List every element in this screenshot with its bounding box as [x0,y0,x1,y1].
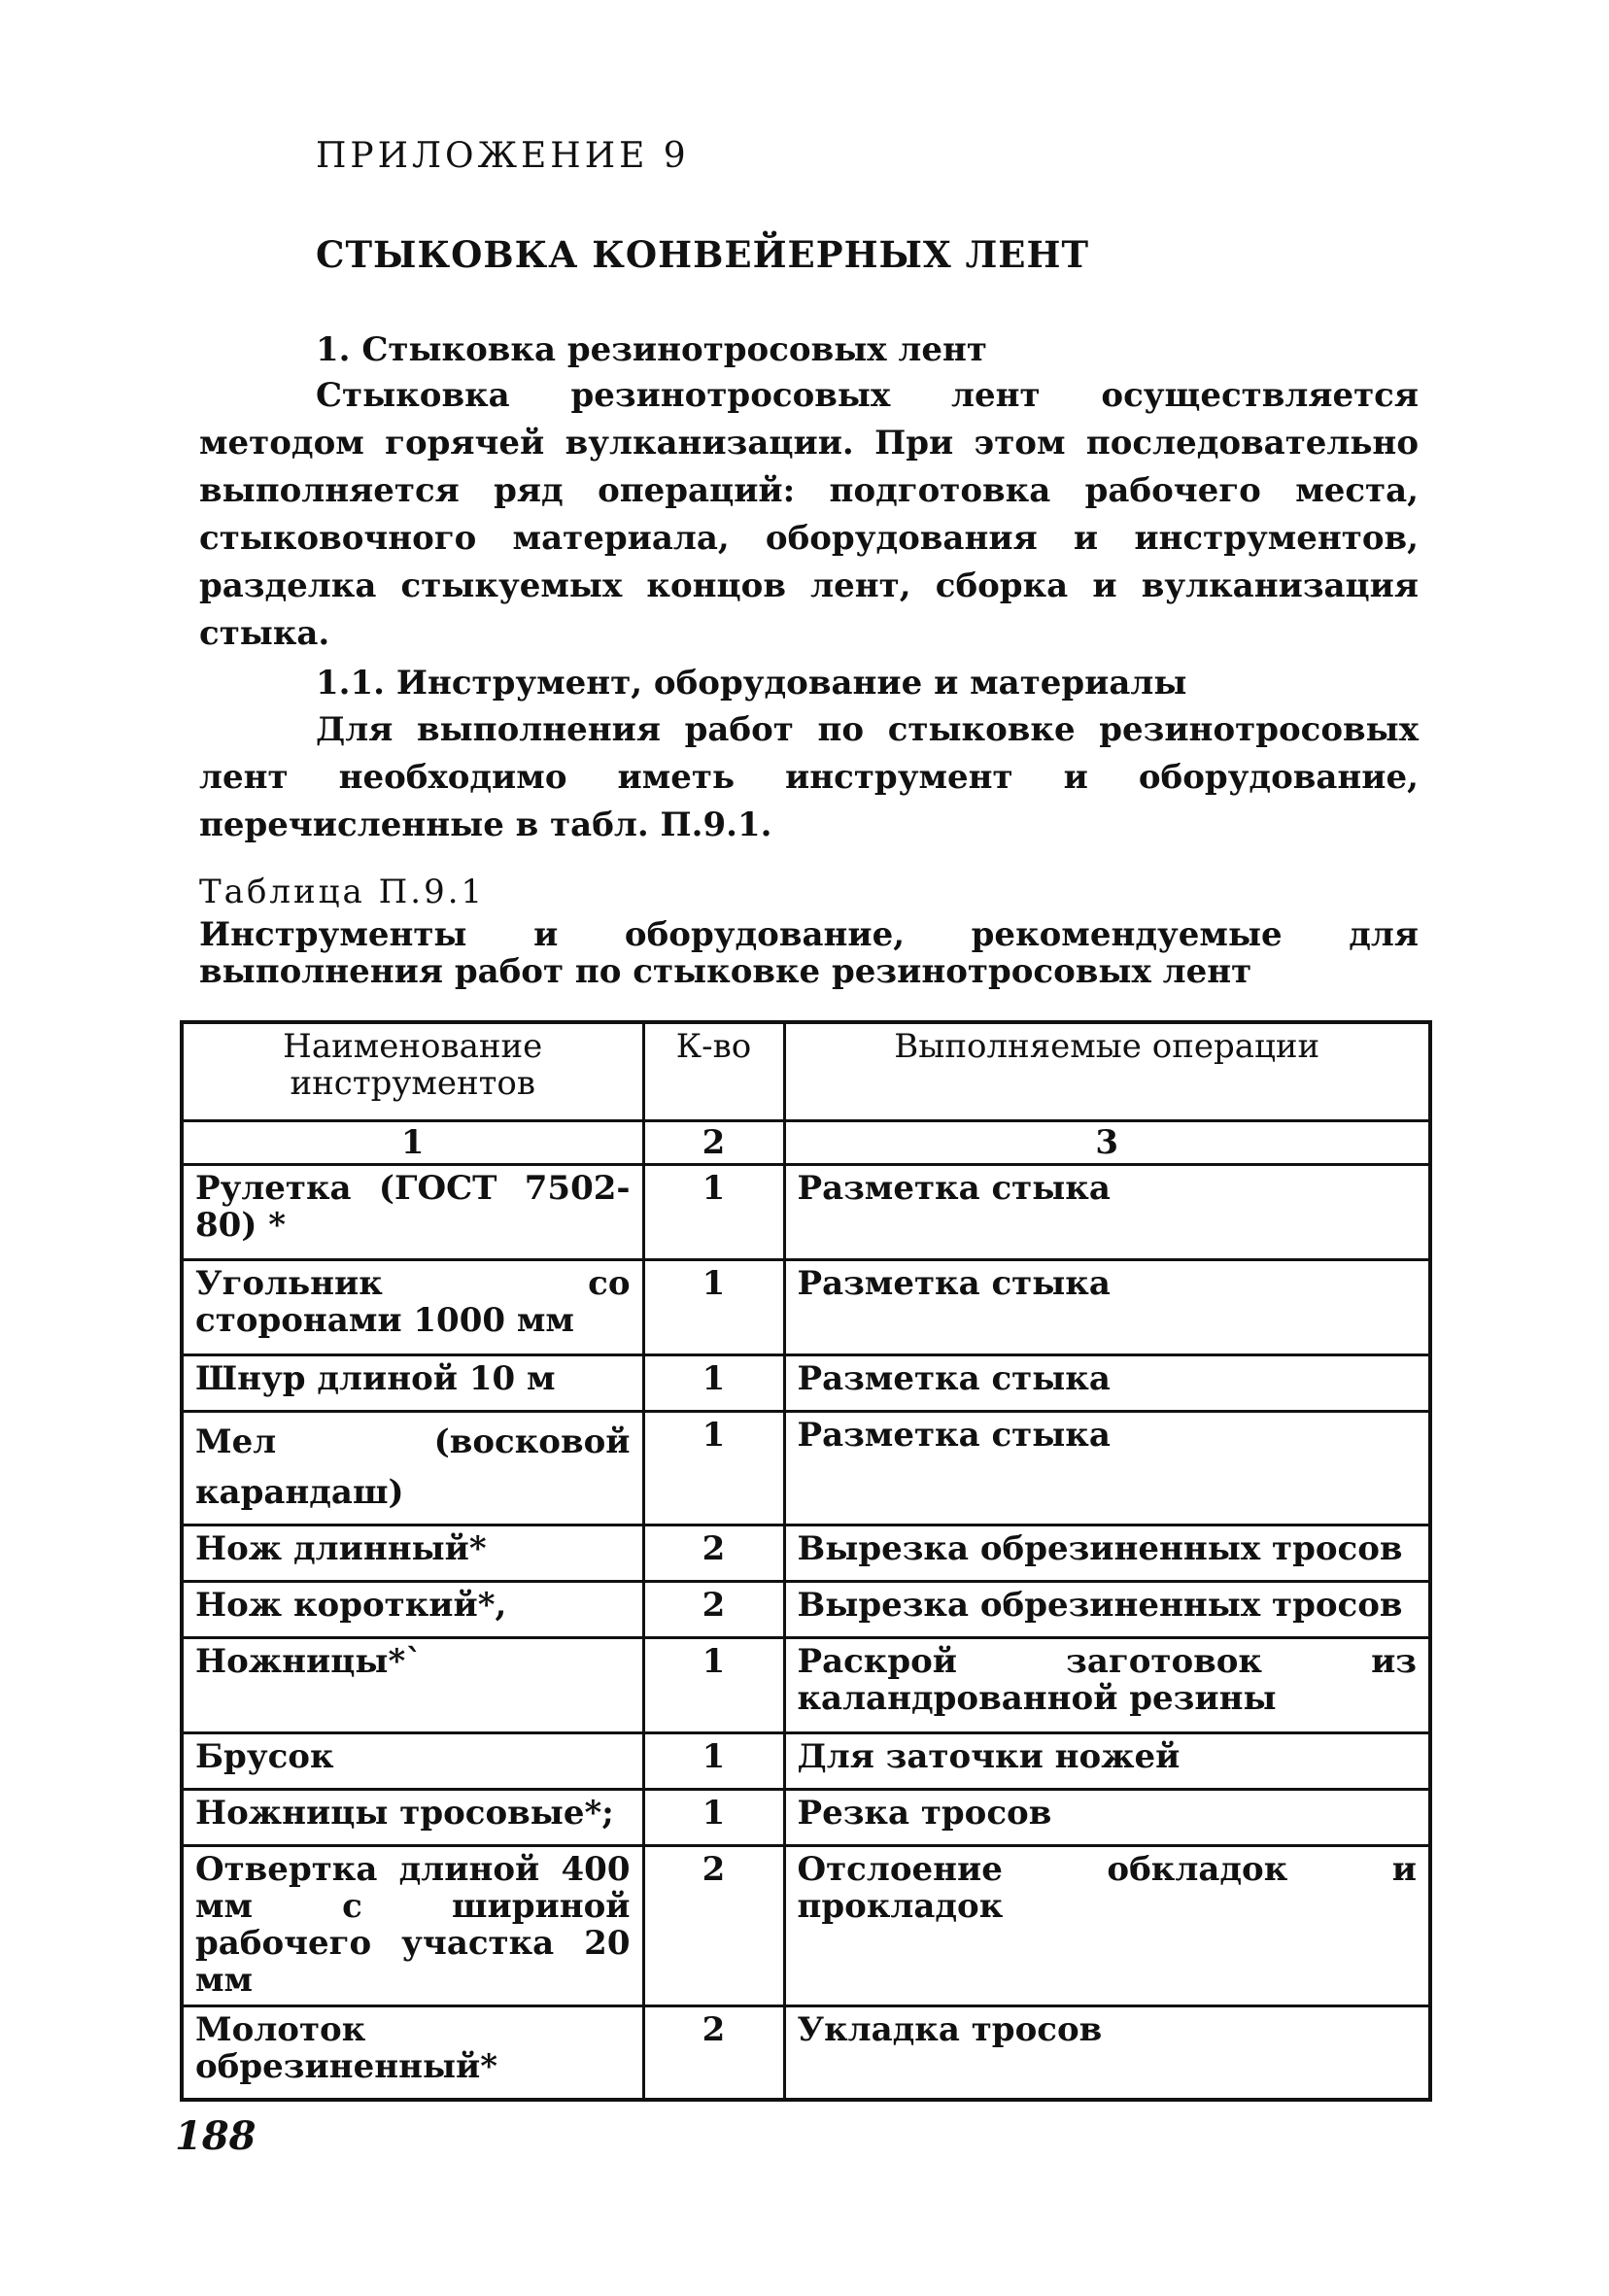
appendix-title: ПРИЛОЖЕНИЕ 9 [316,136,690,176]
tool-operation: Раскрой заготовок из каландрованной резины [784,1638,1430,1733]
column-number: 3 [784,1121,1430,1165]
tool-operation: Разметка стыка [784,1355,1430,1412]
header-qty: К-во [643,1022,784,1121]
tool-operation: Вырезка обрезиненных тросов [784,1525,1430,1582]
table-row [182,1733,1430,1790]
column-number-row [182,1121,1430,1165]
tool-qty: 2 [643,1582,784,1638]
tool-operation: Разметка стыка [784,1412,1430,1525]
column-number: 1 [182,1121,643,1165]
table-caption: Инструменты и оборудование, рекомендуемые для выполнения работ по стыковке резинотросовых лент [199,915,1419,991]
tool-qty: 1 [643,1790,784,1846]
section-1-paragraph: Стыковка резинотросовых лент осуществляется методом горячей вулканизации. При этом последовательно выполняется ряд операций: подготовка рабочего места, стыковочного материала, оборудования и инструментов, разделка стыкуемых концов лент, сборка и вулканизация стыка. [199,376,1419,653]
tool-operation: Вырезка обрезиненных тросов [784,1582,1430,1638]
tool-qty: 2 [643,1525,784,1582]
table-row [182,1638,1430,1733]
table-row [182,1165,1430,1260]
tool-name: Отвертка длиной 400 мм с шириной рабочего участка 20 мм [182,1846,643,2006]
tool-operation: Разметка стыка [784,1260,1430,1355]
section-heading-1: 1. Стыковка резинотросовых лент [316,330,987,369]
section-1-1-paragraph: Для выполнения работ по стыковке резинотросовых лент необходимо иметь инструмент и оборудование, перечисленные в табл. П.9.1. [199,710,1419,844]
tool-operation: Для заточки ножей [784,1733,1430,1790]
tool-name: Ножницы*` [182,1638,643,1733]
header-name: Наименование инструментов [182,1022,643,1121]
tool-name: Ножницы тросовые*; [182,1790,643,1846]
tool-operation: Резка тросов [784,1790,1430,1846]
tool-name: Мел (восковой карандаш) [182,1412,643,1525]
table-row [182,1260,1430,1355]
table-row [182,1790,1430,1846]
tool-name: Молоток обрезиненный* [182,2006,643,2100]
table-row [182,2006,1430,2100]
page-number: 188 [175,2113,257,2159]
tool-qty: 1 [643,1260,784,1355]
tools-table [180,1020,1432,2102]
header-operations: Выполняемые операции [784,1022,1430,1121]
table-row [182,1582,1430,1638]
page-title: СТЫКОВКА КОНВЕЙЕРНЫХ ЛЕНТ [316,233,1090,276]
table-row [182,1412,1430,1525]
tool-name: Нож длинный* [182,1525,643,1582]
column-number: 2 [643,1121,784,1165]
tool-qty: 2 [643,1846,784,2006]
table-row [182,1846,1430,2006]
section-heading-1-1: 1.1. Инструмент, оборудование и материалы [316,664,1187,703]
tool-operation: Укладка тросов [784,2006,1430,2100]
tool-name: Угольник со сторонами 1000 мм [182,1260,643,1355]
tool-name: Рулетка (ГОСТ 7502-80) * [182,1165,643,1260]
tool-qty: 2 [643,2006,784,2100]
tool-name: Шнур длиной 10 м [182,1355,643,1412]
tool-qty: 1 [643,1165,784,1260]
tool-qty: 1 [643,1355,784,1412]
tool-operation: Отслоение обкладок и прокладок [784,1846,1430,2006]
tool-qty: 1 [643,1412,784,1525]
tool-name: Нож короткий*, [182,1582,643,1638]
table-header-row [182,1022,1430,1121]
tool-operation: Разметка стыка [784,1165,1430,1260]
tool-qty: 1 [643,1638,784,1733]
tool-qty: 1 [643,1733,784,1790]
table-row [182,1355,1430,1412]
table-row [182,1525,1430,1582]
tool-name: Брусок [182,1733,643,1790]
table-label: Таблица П.9.1 [199,873,486,911]
